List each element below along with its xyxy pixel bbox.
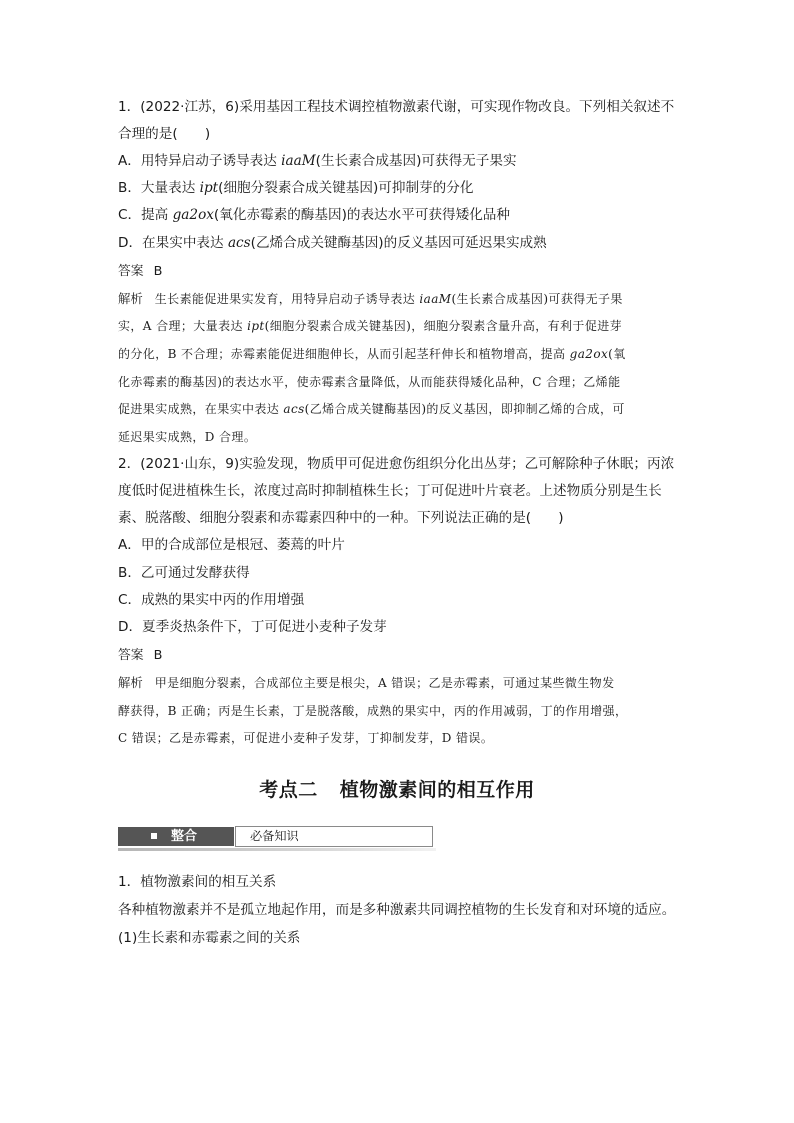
q2-option-c: C．成熟的果实中丙的作用增强 xyxy=(118,591,305,608)
q1-option-d: D．在果实中表达 acs(乙烯合成关键酶基因)的反义基因可延迟果实成熟 xyxy=(118,234,547,251)
q2-explanation: 解析 甲是细胞分裂素，合成部位主要是根尖，A 错误；乙是赤霉素，可通过某些微生物发 酵获得，B 正确；丙是生长素，丁是脱落酸，成熟的果实中，丙的作用减弱，丁的作用增强， C 错误；乙是赤霉素，可促进小麦种子发芽，丁抑制发芽，D 错误。 xyxy=(118,675,628,746)
questions-area xyxy=(118,94,680,753)
section-title: 考点二 植物激素间的相互作用 xyxy=(259,779,535,801)
section-body xyxy=(118,868,693,952)
q2-answer: 答案 B xyxy=(118,648,163,664)
q1-option-b: B．大量表达 ipt(细胞分裂素合成关键基因)可抑制芽的分化 xyxy=(118,180,474,197)
q1-explanation: 解析 生长素能促进果实发育，用特异启动子诱导表达 iaaM(生长素合成基因)可获得无子果 实，A 合理；大量表达 ipt(细胞分裂素合成关键基因)，细胞分裂素含量升高，有利于促进芽 的分化，B 不合理；赤霉素能促进细胞伸长，从而引起茎秆伸长和植物增高，提高 ga2ox(氧 化赤霉素的酶基因)的表达水平，使赤霉素含量降低，从而能获得矮化品种，C 合理；乙烯能 促进果实成熟，在果实中表达 acs(乙烯合成关键酶基因)的反义基因，即抑制乙烯的合成，可 延迟果实成熟，D 合理。 xyxy=(118,290,626,444)
q2-stem-line-2: 度低时促进植株生长，浓度过高时抑制植株生长；丁可促进叶片衰老。上述物质分别是生长 xyxy=(118,483,662,500)
q1-stem-line-2: 合理的是( ) xyxy=(118,126,211,142)
subheading-1-1: (1)生长素和赤霉素之间的关系 xyxy=(118,930,301,946)
q2-option-d: D．夏季炎热条件下，丁可促进小麦种子发芽 xyxy=(118,618,387,635)
q2-stem-line-3: 素、脱落酸、细胞分裂素和赤霉素四种中的一种。下列说法正确的是( ) xyxy=(118,510,564,527)
q1-stem-line-1: 1．(2022·江苏，6)采用基因工程技术调控植物激素代谢，可实现作物改良。下列相关叙述不 xyxy=(118,99,675,115)
square-bullet-icon xyxy=(151,833,157,839)
q2-option-b: B．乙可通过发酵获得 xyxy=(118,564,250,581)
question-2 xyxy=(118,451,680,753)
section-tag-bar xyxy=(118,825,436,852)
subheading-1: 1．植物激素间的相互关系 xyxy=(118,874,277,890)
question-1 xyxy=(118,94,680,451)
tag-underline xyxy=(118,848,436,851)
tag-integrate: 整合 xyxy=(118,827,234,846)
q2-stem-line-1: 2．(2021·山东，9)实验发现，物质甲可促进愈伤组织分化出丛芽；乙可解除种子休眠；丙浓 xyxy=(118,456,675,473)
q1-option-a: A．用特异启动子诱导表达 iaaM(生长素合成基因)可获得无子果实 xyxy=(118,153,517,169)
q2-option-a: A．甲的合成部位是根冠、萎蔫的叶片 xyxy=(118,537,345,554)
tag-essential-knowledge: 必备知识 xyxy=(235,826,433,847)
body-paragraph: 各种植物激素并不是孤立地起作用，而是多种激素共同调控植物的生长发育和对环境的适应。 xyxy=(118,902,676,918)
q1-answer: 答案 B xyxy=(118,263,163,279)
q1-option-c: C．提高 ga2ox(氧化赤霉素的酶基因)的表达水平可获得矮化品种 xyxy=(118,207,510,224)
